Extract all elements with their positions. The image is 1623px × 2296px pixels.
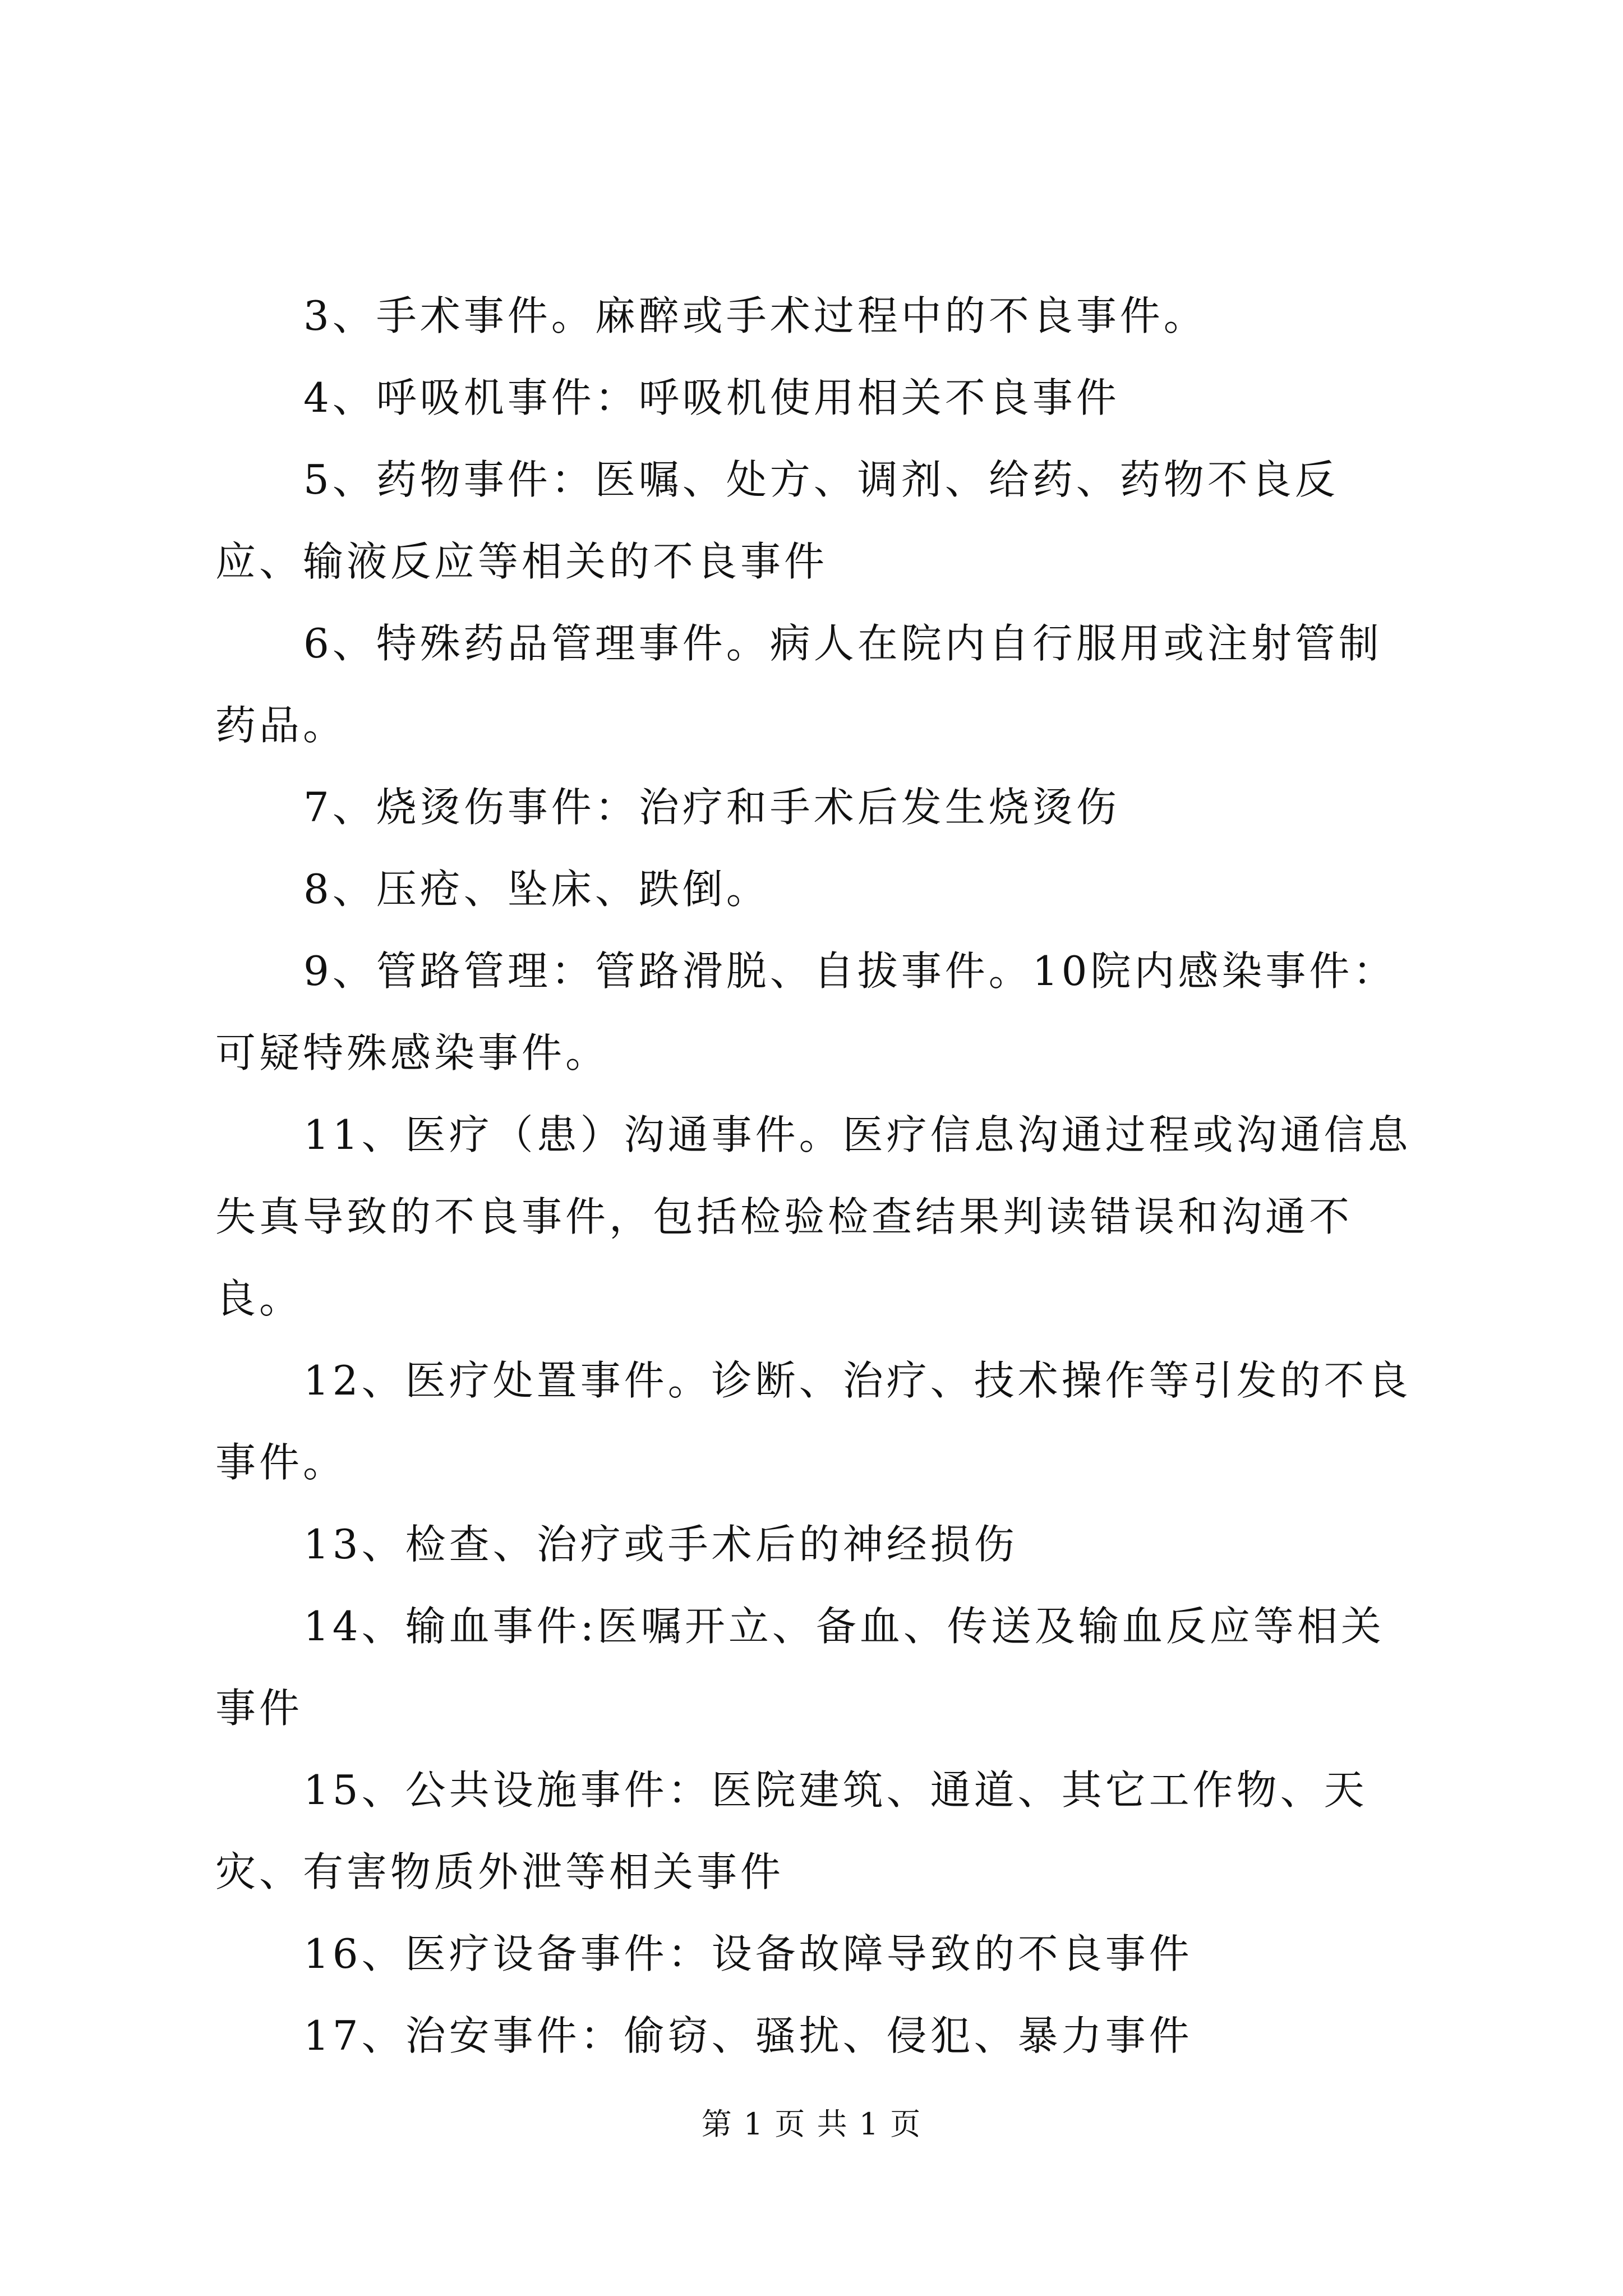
- paragraph-15: 15、公共设施事件：医院建筑、通道、其它工作物、天灾、有害物质外泄等相关事件: [215, 1766, 1368, 1895]
- paragraph-4: 4、呼吸机事件：呼吸机使用相关不良事件: [303, 374, 1120, 421]
- paragraph-11: 11、医疗（患）沟通事件。医疗信息沟通过程或沟通信息失真导致的不良事件，包括检验检查结果判读错误和沟通不良。: [215, 1111, 1412, 1322]
- paragraph-5: 5、药物事件：医嘱、处方、调剂、给药、药物不良反应、输液反应等相关的不良事件: [215, 456, 1339, 585]
- paragraph-13: 13、检查、治疗或手术后的神经损伤: [303, 1521, 1018, 1568]
- paragraph-12: 12、医疗处置事件。诊断、治疗、技术操作等引发的不良事件。: [215, 1357, 1412, 1486]
- paragraph-16: 16、医疗设备事件：设备故障导致的不良事件: [303, 1930, 1193, 1977]
- paragraph-17: 17、治安事件：偷窃、骚扰、侵犯、暴力事件: [303, 2012, 1193, 2059]
- paragraph-6: 6、特殊药品管理事件。病人在院内自行服用或注射管制药品。: [215, 620, 1382, 749]
- paragraph-8: 8、压疮、坠床、跌倒。: [303, 866, 770, 913]
- paragraph-3: 3、手术事件。麻醉或手术过程中的不良事件。: [303, 292, 1207, 339]
- paragraph-14: 14、输血事件:医嘱开立、备血、传送及输血反应等相关事件: [215, 1603, 1385, 1732]
- paragraph-7: 7、烧烫伤事件：治疗和手术后发生烧烫伤: [303, 784, 1120, 831]
- page-number-footer: 第 1 页 共 1 页: [701, 2106, 922, 2142]
- document-body: [215, 275, 1421, 2077]
- paragraph-9: 9、管路管理：管路滑脱、自拔事件。10院内感染事件：可疑特殊感染事件。: [215, 947, 1397, 1076]
